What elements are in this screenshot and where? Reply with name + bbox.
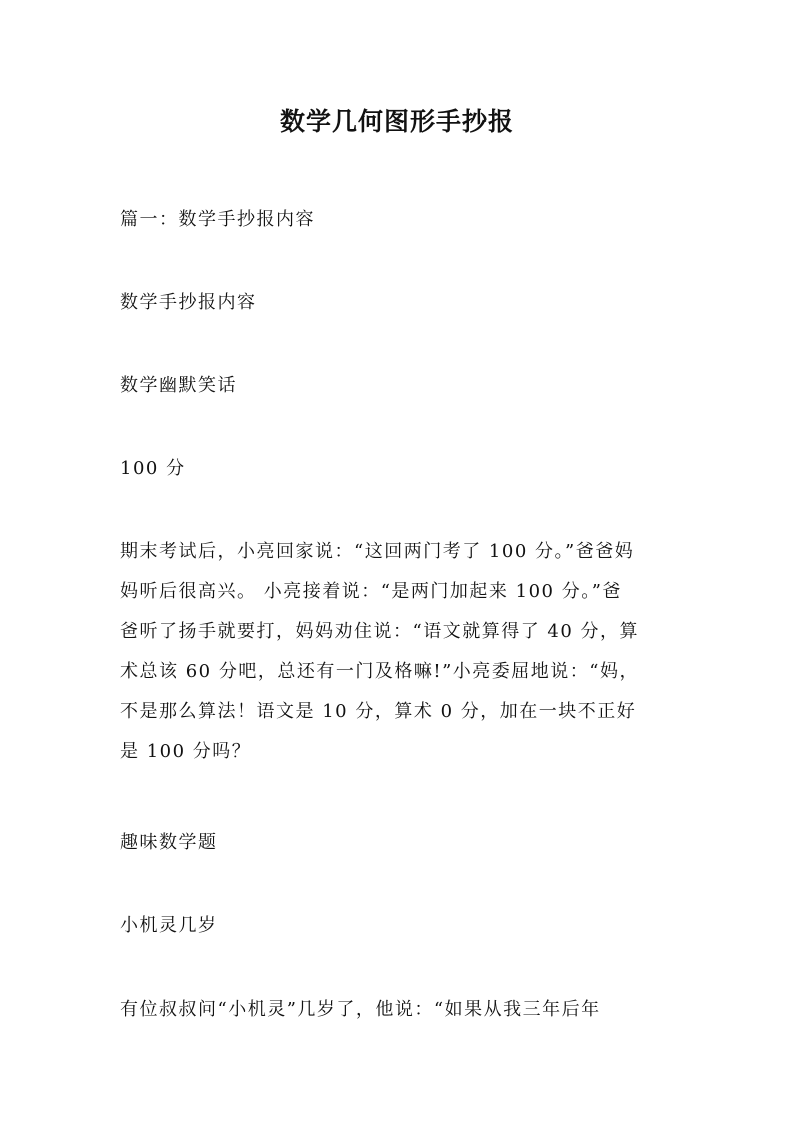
paragraph-line: 不是那么算法！语文是 10 分，算术 0 分，加在一块不正好 [120,701,637,722]
puzzle-title: 小机灵几岁 [120,915,218,936]
section-heading: 篇一：数学手抄报内容 [120,209,315,230]
paragraph-line: 爸听了扬手就要打，妈妈劝住说：“语文就算得了 40 分，算 [120,621,640,642]
joke-heading: 数学幽默笑话 [120,375,237,396]
paragraph-line: 妈听后很高兴。 小亮接着说：“是两门加起来 100 分。”爸 [120,581,622,602]
joke-title: 100 分 [120,458,186,479]
paragraph-line: 期末考试后，小亮回家说：“这回两门考了 100 分。”爸爸妈 [120,541,635,562]
paragraph-line: 是 100 分吗？ [120,741,252,762]
joke-paragraph [120,532,680,772]
subheading: 数学手抄报内容 [120,292,257,313]
page-title: 数学几何图形手抄报 [279,107,514,136]
paragraph-line: 术总该 60 分吧，总还有一门及格嘛!”小亮委屈地说：“妈， [120,661,639,682]
puzzle-heading: 趣味数学题 [120,832,218,853]
puzzle-paragraph-line: 有位叔叔问“小机灵”几岁了，他说：“如果从我三年后年 [120,999,601,1020]
